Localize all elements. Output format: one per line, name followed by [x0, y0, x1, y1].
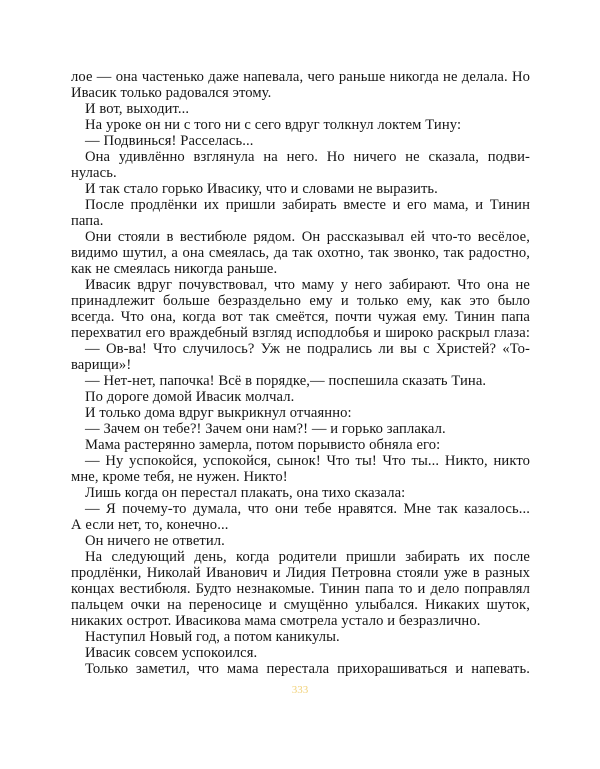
text-line: — Подвинься! Расселась...: [85, 133, 254, 149]
text-line: И только дома вдруг выкрикнул отчаянно:: [85, 405, 352, 421]
text-line: — Зачем он тебе?! Зачем они нам?! — и горько заплакал.: [85, 421, 446, 437]
text-line: варищи»!: [71, 357, 132, 373]
text-line: И вот, выходит...: [85, 101, 190, 117]
text-line: перехватил его враждебный взгляд исподлобья и широко раскрыл глаза:: [71, 325, 530, 341]
text-line: продлёнки, Николай Иванович и Лидия Петровна стояли уже в разных: [71, 565, 530, 581]
text-line: как не смеялась никогда раньше.: [71, 261, 278, 277]
page-text: [71, 69, 530, 677]
text-line: На следующий день, когда родители пришли забирать их после: [85, 549, 530, 565]
text-line: видимо шутил, а она смеялась, да так охотно, так звонко, так радостно,: [71, 245, 530, 261]
text-line: нулась.: [71, 165, 117, 181]
text-line: Он ничего не ответил.: [85, 533, 225, 549]
text-line: Ивасик только радовался этому.: [71, 85, 272, 101]
text-line: — Ну успокойся, успокойся, сынок! Что ты! Что ты... Никто, никто: [85, 453, 530, 469]
text-line: На уроке он ни с того ни с сего вдруг толкнул локтем Тину:: [85, 117, 462, 133]
text-line: Ивасик вдруг почувствовал, что маму у него забирают. Что она не: [85, 277, 530, 293]
text-line: — Я почему-то думала, что они тебе нравятся. Мне так казалось...: [85, 501, 530, 517]
text-line: папа.: [71, 213, 104, 229]
text-line: Она удивлённо взглянула на него. Но ничего не сказала, подви-: [85, 149, 530, 165]
text-line: никаких острот. Ивасикова мама смотрела устало и безразлично.: [71, 613, 481, 629]
text-line: Лишь когда он перестал плакать, она тихо сказала:: [85, 485, 406, 501]
text-line: А если нет, то, конечно...: [71, 517, 229, 533]
text-line: пальцем очки на переносице и смущённо улыбался. Никаких шуток,: [71, 597, 530, 613]
text-line: И так стало горько Ивасику, что и словами не выразить.: [85, 181, 438, 197]
text-line: лое — она частенько даже напевала, чего раньше никогда не делала. Но: [71, 69, 530, 85]
text-line: всегда. Что она, когда вот так смеётся, почти чужая ему. Тинин папа: [71, 309, 530, 325]
text-line: После продлёнки их пришли забирать вместе и его мама, и Тинин: [85, 197, 530, 213]
text-line: Ивасик совсем успокоился.: [85, 645, 258, 661]
text-line: Мама растерянно замерла, потом порывисто обняла его:: [85, 437, 441, 453]
text-line: По дороге домой Ивасик молчал.: [85, 389, 295, 405]
text-line: мне, кроме тебя, не нужен. Никто!: [71, 469, 288, 485]
page-number: 333: [291, 684, 309, 696]
text-line: концах вестибюля. Будто незнакомые. Тинин папа то и дело поправлял: [71, 581, 530, 597]
text-line: — Нет-нет, папочка! Всё в порядке,— поспешила сказать Тина.: [85, 373, 487, 389]
text-line: — Ов-ва! Что случилось? Уж не подрались ли вы с Христей? «То-: [85, 341, 530, 357]
text-line: Они стояли в вестибюле рядом. Он рассказывал ей что-то весёлое,: [85, 229, 530, 245]
text-line: Только заметил, что мама перестала прихорашиваться и напевать.: [85, 661, 530, 677]
text-line: Наступил Новый год, а потом каникулы.: [85, 629, 340, 645]
text-line: принадлежит больше безраздельно ему и только ему, как это было: [71, 293, 530, 309]
